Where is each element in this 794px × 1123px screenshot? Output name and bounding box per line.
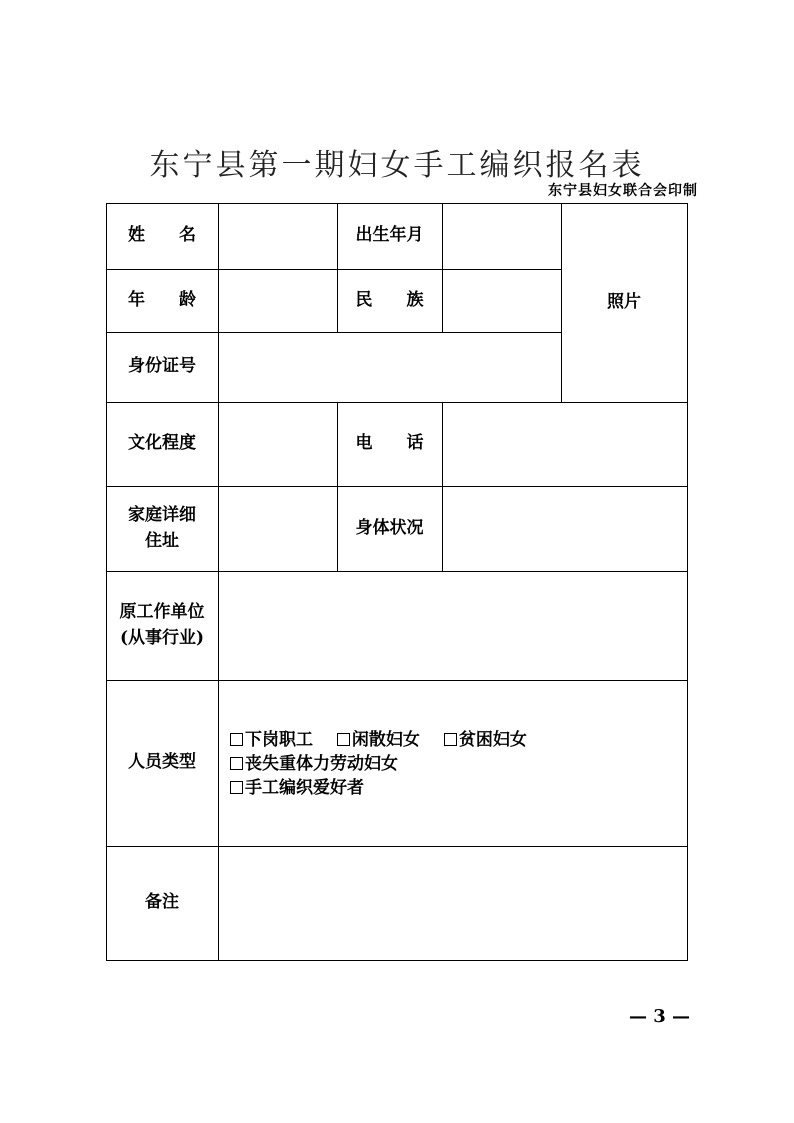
education-label: 文化程度 <box>128 433 196 454</box>
name-label: 姓 名 <box>128 225 196 246</box>
work-label <box>106 571 218 680</box>
checkbox-icon[interactable] <box>337 733 350 746</box>
name-field[interactable] <box>219 204 337 269</box>
remarks-field[interactable] <box>219 847 687 960</box>
option-laid-off-workers[interactable] <box>230 728 313 752</box>
birth-field[interactable] <box>443 204 561 269</box>
age-field[interactable] <box>219 270 337 332</box>
checkbox-icon[interactable] <box>230 781 243 794</box>
remarks-label: 备注 <box>145 892 179 913</box>
education-field[interactable] <box>219 403 337 486</box>
work-label-line1: 原工作单位 <box>119 602 205 622</box>
checkbox-icon[interactable] <box>230 733 243 746</box>
work-label-line2: (从事行业) <box>119 627 205 648</box>
address-label <box>106 486 218 571</box>
id-field[interactable] <box>219 333 561 402</box>
birth-label: 出生年月 <box>355 225 424 246</box>
form-title: 东宁县第一期妇女手工编织报名表 <box>149 148 645 183</box>
option-label: 丧失重体力劳动妇女 <box>245 754 398 774</box>
photo-label: 照片 <box>607 291 641 312</box>
phone-label: 电 话 <box>355 433 424 454</box>
address-field[interactable] <box>219 487 337 571</box>
option-label: 闲散妇女 <box>351 730 420 750</box>
health-label: 身体状况 <box>355 517 424 538</box>
address-label-line2: 住址 <box>145 530 179 551</box>
table-border-right <box>687 203 688 961</box>
option-label: 手工编织爱好者 <box>245 778 364 798</box>
health-field[interactable] <box>443 487 687 571</box>
option-knitting-enthusiasts[interactable] <box>230 776 364 800</box>
ethnicity-label: 民 族 <box>355 289 424 310</box>
table-border-bottom <box>106 960 688 961</box>
option-idle-women[interactable] <box>337 728 420 752</box>
option-label: 贫困妇女 <box>458 730 527 750</box>
type-options <box>230 728 545 800</box>
age-label: 年 龄 <box>128 289 196 310</box>
type-label: 人员类型 <box>128 752 196 773</box>
phone-field[interactable] <box>443 403 687 486</box>
ethnicity-field[interactable] <box>443 270 561 332</box>
page-number: — 3 — <box>628 1006 690 1027</box>
checkbox-icon[interactable] <box>230 757 243 770</box>
address-label-line1: 家庭详细 <box>128 505 196 525</box>
id-label: 身份证号 <box>128 356 196 377</box>
option-poor-women[interactable] <box>444 728 527 752</box>
option-lost-labor-ability-women[interactable] <box>230 752 398 776</box>
option-label: 下岗职工 <box>245 730 313 750</box>
issuer-label: 东宁县妇女联合会印制 <box>548 183 698 199</box>
checkbox-icon[interactable] <box>444 733 457 746</box>
work-field[interactable] <box>219 572 687 680</box>
